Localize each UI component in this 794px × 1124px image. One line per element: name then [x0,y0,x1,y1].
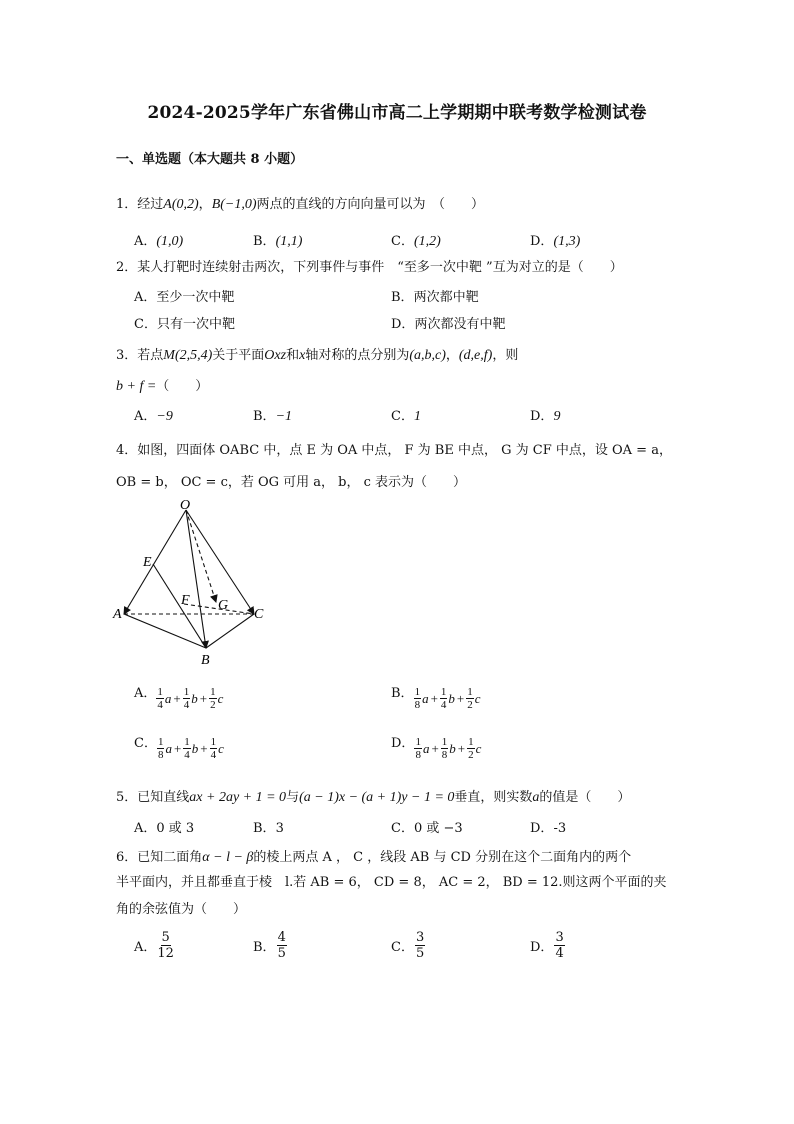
label-e: E [143,555,152,570]
q1-stem: 1．经过A(0,2)，B(−1,0)两点的直线的方向向量可以为 （ ） [116,197,485,212]
plus-sign: + [200,740,208,756]
edge-ob [186,510,206,648]
plus-sign: + [457,740,466,756]
vector-symbol: b [449,740,456,756]
q3-stem-line2: b + f =（ ） [116,379,209,394]
option-label: C． [134,736,157,751]
fraction: $\frac{1}{8}$ [415,736,421,761]
q6-option-b[interactable]: B． $\frac{4}{5}$ [253,930,286,961]
option-label: D． [391,736,415,751]
fraction: $\frac{1}{4}$ [183,686,190,711]
page-title: 2024-2025学年广东省佛山市高二上学期期中联考数学检测试卷 [147,103,647,123]
q5-stem: 5．已知直线ax + 2ay + 1 = 0与(a − 1)x − (a + 1)y − 1 = 0垂直，则实数a的值是（ ） [116,790,631,805]
fraction: $\frac{1}{4}$ [184,736,190,761]
section-heading: 一、单选题（本大题共 8 小题） [116,152,304,167]
vector-symbol: b [191,740,199,756]
plus-sign: + [199,690,208,706]
tetrahedron-figure [108,496,278,671]
q5-option-b[interactable]: B．3 [253,821,284,836]
q6-option-a[interactable]: A． $\frac{5}{12}$ [134,930,174,961]
fraction: $\frac{1}{4}$ [210,736,217,761]
q4-option-c[interactable] [134,732,224,761]
q1-option-b[interactable]: B．(1,1) [253,234,303,249]
label-f: F [181,593,190,608]
q4-stem-line1: 4．如图，四面体 OABC 中，点 E 为 OA 中点， F 为 BE 中点， G 为 CF 中点，设 OA = a， [116,443,672,458]
fraction: $\frac{1}{2}$ [210,686,216,711]
vector-symbol: a [164,690,172,706]
plus-sign: + [430,690,438,706]
q1-option-a[interactable]: A．(1,0) [134,234,184,249]
plus-sign: + [456,690,465,706]
vector-symbol: c [218,740,224,756]
vector-symbol: c [217,690,224,706]
label-c: C [254,607,264,622]
fraction: $\frac{1}{2}$ [467,686,473,711]
q2-stem: 2．某人打靶时连续射击两次，下列事件与事件 “至多一次中靶 ”互为对立的是（ ） [116,260,623,275]
vector-expression [157,736,224,761]
vector-expression [414,736,481,761]
fraction: $\frac{1}{8}$ [414,686,421,711]
vector-symbol: a [422,690,429,706]
q5-option-a[interactable]: A．0 或 3 [134,821,195,836]
q3-option-c[interactable]: C．1 [391,409,421,424]
plus-sign: + [173,740,182,756]
vector-expression [414,686,481,711]
q2-option-b[interactable]: B．两次都中靶 [391,290,479,305]
q6-stem-line1: 6．已知二面角α − l − β的棱上两点 A ， C ，线段 AB 与 CD 分别在这个二面角内的两个 [116,850,632,865]
q3-stem: 3．若点M(2,5,4)关于平面Oxz和x轴对称的点分别为(a,b,c)，(d,e,f)，则 [116,348,519,363]
q1-option-d[interactable]: D．(1,3) [530,234,581,249]
q3-option-d[interactable]: D．9 [530,409,561,424]
edge-ab [124,614,206,648]
fraction: $\frac{1}{8}$ [157,736,164,761]
q1-option-c[interactable]: C．(1,2) [391,234,441,249]
vector-symbol: b [448,690,455,706]
label-b: B [201,653,210,668]
plus-sign: + [173,690,181,706]
q6-option-d[interactable]: D． $\frac{3}{4}$ [530,930,564,961]
q5-option-d[interactable]: D．-3 [530,821,567,836]
q4-stem-line2: OB = b， OC = c，若 OG 可用 a， b， c 表示为（ ） [116,475,467,490]
option-label: A． [134,686,157,701]
vector-symbol: a [422,740,430,756]
vector-og [186,510,216,602]
vector-symbol: a [165,740,172,756]
fraction: $\frac{1}{4}$ [440,686,447,711]
plus-sign: + [431,740,439,756]
fraction: $\frac{1}{8}$ [441,736,448,761]
label-a: A [113,607,122,622]
label-o: O [180,498,191,513]
option-label: B． [391,686,414,701]
edge-oa [124,510,186,614]
q2-option-a[interactable]: A．至少一次中靶 [134,290,235,305]
q3-option-b[interactable]: B．−1 [253,409,293,424]
q5-option-c[interactable]: C．0 或 −3 [391,821,463,836]
edge-bc [206,614,254,648]
q4-option-a[interactable] [134,682,223,711]
q2-option-c[interactable]: C．只有一次中靶 [134,317,235,332]
q6-stem-line3: 角的余弦值为（ ） [116,902,247,917]
label-g: G [218,598,229,613]
q3-option-a[interactable]: A．−9 [134,409,173,424]
q2-option-d[interactable]: D．两次都没有中靶 [391,317,506,332]
fraction: $\frac{1}{4}$ [157,686,163,711]
vector-symbol: c [474,690,481,706]
fraction: $\frac{1}{2}$ [468,736,474,761]
vector-symbol: c [475,740,482,756]
q4-option-b[interactable] [391,682,481,711]
vector-symbol: b [191,690,198,706]
q4-option-d[interactable] [391,732,481,761]
q6-stem-line2: 半平面内，并且都垂直于棱 l.若 AB = 6， CD = 8， AC = 2， BD = 12.则这两个平面的夹 [116,875,667,890]
vector-expression [156,686,223,711]
q6-option-c[interactable]: C． $\frac{3}{5}$ [391,930,425,961]
